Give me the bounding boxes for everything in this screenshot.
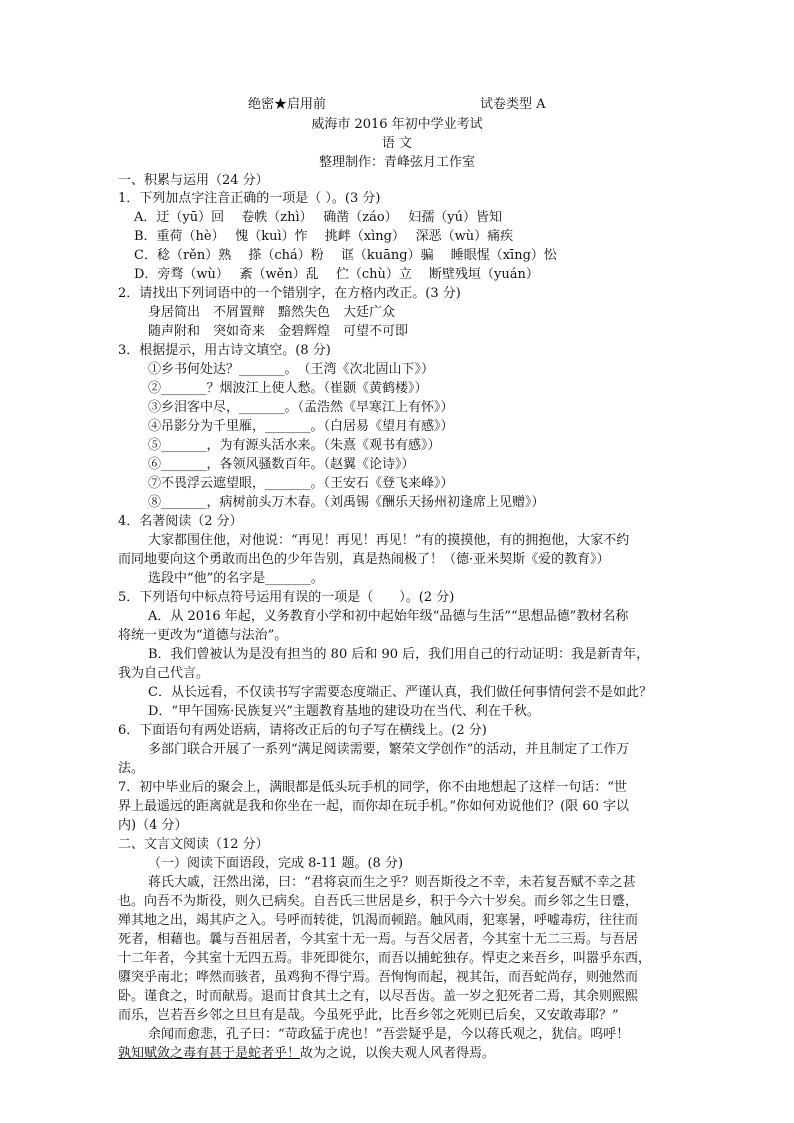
option-line: B．重荷（hè） 愧（kuì）怍 挑衅（xìng） 深恶（wù）痛疾 [134, 229, 514, 244]
passage-line: 殚其地之出，竭其庐之入。号呼而转徙，饥渴而顿踣。触风雨，犯寒暑，呼嘘毒疠，往往而 [118, 913, 639, 928]
question-line: 4．名著阅读（2 分） [118, 514, 243, 529]
passage-ending: 故为之说，以俟夫观人风者得焉。 [300, 1046, 496, 1061]
passage-line: 隳突乎南北；哗然而骇者，虽鸡狗不得宁焉。吾恂恂而起，视其缶，而吾蛇尚存，则弛然而 [118, 970, 639, 985]
passage-line: 蒋氏大戚，汪然出涕，曰：“君将哀而生之乎？则吾斯役之不幸，未若复吾赋不幸之甚 [148, 875, 636, 890]
text-line: 多部门联合开展了一系列“满足阅读需要，繁荣文学创作”的活动，并且制定了工作万 [148, 742, 630, 757]
text-line: ⑦不畏浮云遮望眼，_______。（王安石《登飞来峰》） [148, 476, 454, 491]
text-line: ⑧_______，病树前头万木春。（刘禹锡《酬乐天扬州初逢席上见赠》） [148, 495, 545, 510]
underlined-sentence: 孰知赋敛之毒有甚于是蛇者乎！ [118, 1046, 301, 1061]
text-line: ⑥_______，各领风骚数百年。（赵翼《论诗》） [148, 457, 415, 472]
exam-title: 威海市 2016 年初中学业考试 [311, 117, 483, 132]
paper-type-label: 试卷类型 A [480, 97, 546, 112]
text-line: 界上最遥远的距离就是我和你坐在一起，而你却在玩手机。”你如何劝说他们？(限 60 字以 [118, 799, 630, 814]
section-heading: 一、积累与运用（24 分） [118, 173, 269, 188]
text-line: ⑤_______，为有源头活水来。（朱熹《观书有感》） [148, 438, 441, 453]
text-line: 内)（4 分） [118, 818, 188, 833]
producer-line: 整理制作：青峰弦月工作室 [318, 155, 475, 170]
passage-line: 而乐，岂若吾乡邻之旦旦有是哉。今虽死乎此，比吾乡邻之死则已后矣，又安敢毒耶？” [118, 1008, 619, 1023]
passage-line: 十二年者，今其室十无四五焉。非死即徙尔，而吾以捕蛇独存。悍吏之来吾乡，叫嚣乎东西， [118, 951, 652, 966]
text-line: ④吊影分为千里雁，_______。（白居易《望月有感》） [148, 419, 454, 434]
subject-title: 语 文 [381, 136, 413, 151]
option-line: 我为自己代言。 [118, 666, 210, 681]
question-line: 7．初中毕业后的聚会上，满眼都是低头玩手机的同学，你不由地想起了这样一句话：“世 [118, 780, 627, 795]
option-line: A．迂（yū）回 卷帙（zhì） 确凿（záo） 妇孺（yú）皆知 [134, 210, 503, 225]
question-line: 3．根据提示，用古诗文填空。(8 分) [118, 343, 331, 358]
question-line: 5．下列语句中标点符号运用有误的一项是（ ）。(2 分) [118, 590, 455, 605]
option-line: A．从 2016 年起，义务教育小学和初中起始年级“品德与生活”“思想品德”教材名称 [148, 609, 629, 624]
option-line: B．我们曾被认为是没有担当的 80 后和 90 后，我们用自己的行动证明：我是新青年， [148, 647, 650, 662]
option-line: C．稔（rěn）熟 搽（chá）粉 诓（kuāng）骗 睡眼惺（xīng）忪 [134, 248, 557, 263]
passage-line: 卧。谨食之，时而献焉。退而甘食其土之有，以尽吾齿。盖一岁之犯死者二焉，其余则熙熙 [118, 989, 639, 1004]
option-line: C．从长远看，不仅读书写字需要态度端正、严谨认真，我们做任何事情何尝不是如此？ [148, 685, 652, 700]
passage-line: 死者，相藉也。曩与吾祖居者，今其室十无一焉。与吾父居者，今其室十无二三焉。与吾居 [118, 932, 639, 947]
text-line: 身居简出 不屑置辩 黯然失色 大廷广众 [148, 305, 396, 320]
text-line: 法。 [118, 761, 145, 776]
passage-line: 余闻而愈悲，孔子曰：“苛政猛于虎也！”吾尝疑乎是，今以蒋氏观之，犹信。呜呼！ [148, 1027, 630, 1042]
question-line: 2．请找出下列词语中的一个错别字，在方格内改正。(3 分) [118, 286, 461, 301]
text-line: 选段中“他”的名字是_______。 [148, 571, 324, 586]
text-line: 随声附和 突如奇来 金碧辉煌 可望不可即 [148, 324, 409, 339]
passage-line: 也。向吾不为斯役，则久已病矣。自吾氏三世居是乡，积于今六十岁矣。而乡邻之生日蹙， [118, 894, 639, 909]
text-line: ③乡泪客中尽，_______。（孟浩然《早寒江上有怀》） [148, 400, 454, 415]
text-line: 大家都围住他，对他说：“再见！再见！再见！”有的摸摸他，有的拥抱他，大家不约 [148, 533, 630, 548]
question-line: （一）阅读下面语段，完成 8-11 题。(8 分) [148, 856, 404, 871]
option-line: 将统一更改为“道德与法治”。 [118, 628, 288, 643]
option-line: D．“甲午国殇·民族复兴”主题教育基地的建设功在当代、利在千秋。 [148, 704, 540, 719]
secret-label: 绝密★启用前 [248, 97, 327, 112]
passage-last-line [118, 1045, 495, 1063]
text-line: ①乡书何处达？_______。 （王湾《次北固山下》） [148, 362, 435, 377]
text-line: ②_______？烟波江上使人愁。（崔颢《黄鹤楼》） [148, 381, 428, 396]
question-line: 1．下列加点字注音正确的一项是（ ）。(3 分) [118, 191, 381, 206]
text-line: 而同地要向这个勇敢而出色的少年告别，真是热闹极了！（德·亚米契斯《爱的教育》） [118, 552, 610, 567]
option-line: D．旁骛（wù） 紊（wěn）乱 伫（chù）立 断壁残垣（yuán） [134, 267, 539, 282]
section-heading: 二、文言文阅读（12 分） [118, 837, 269, 852]
question-line: 6．下面语句有两处语病，请将改正后的句子写在横线上。(2 分) [118, 723, 487, 738]
